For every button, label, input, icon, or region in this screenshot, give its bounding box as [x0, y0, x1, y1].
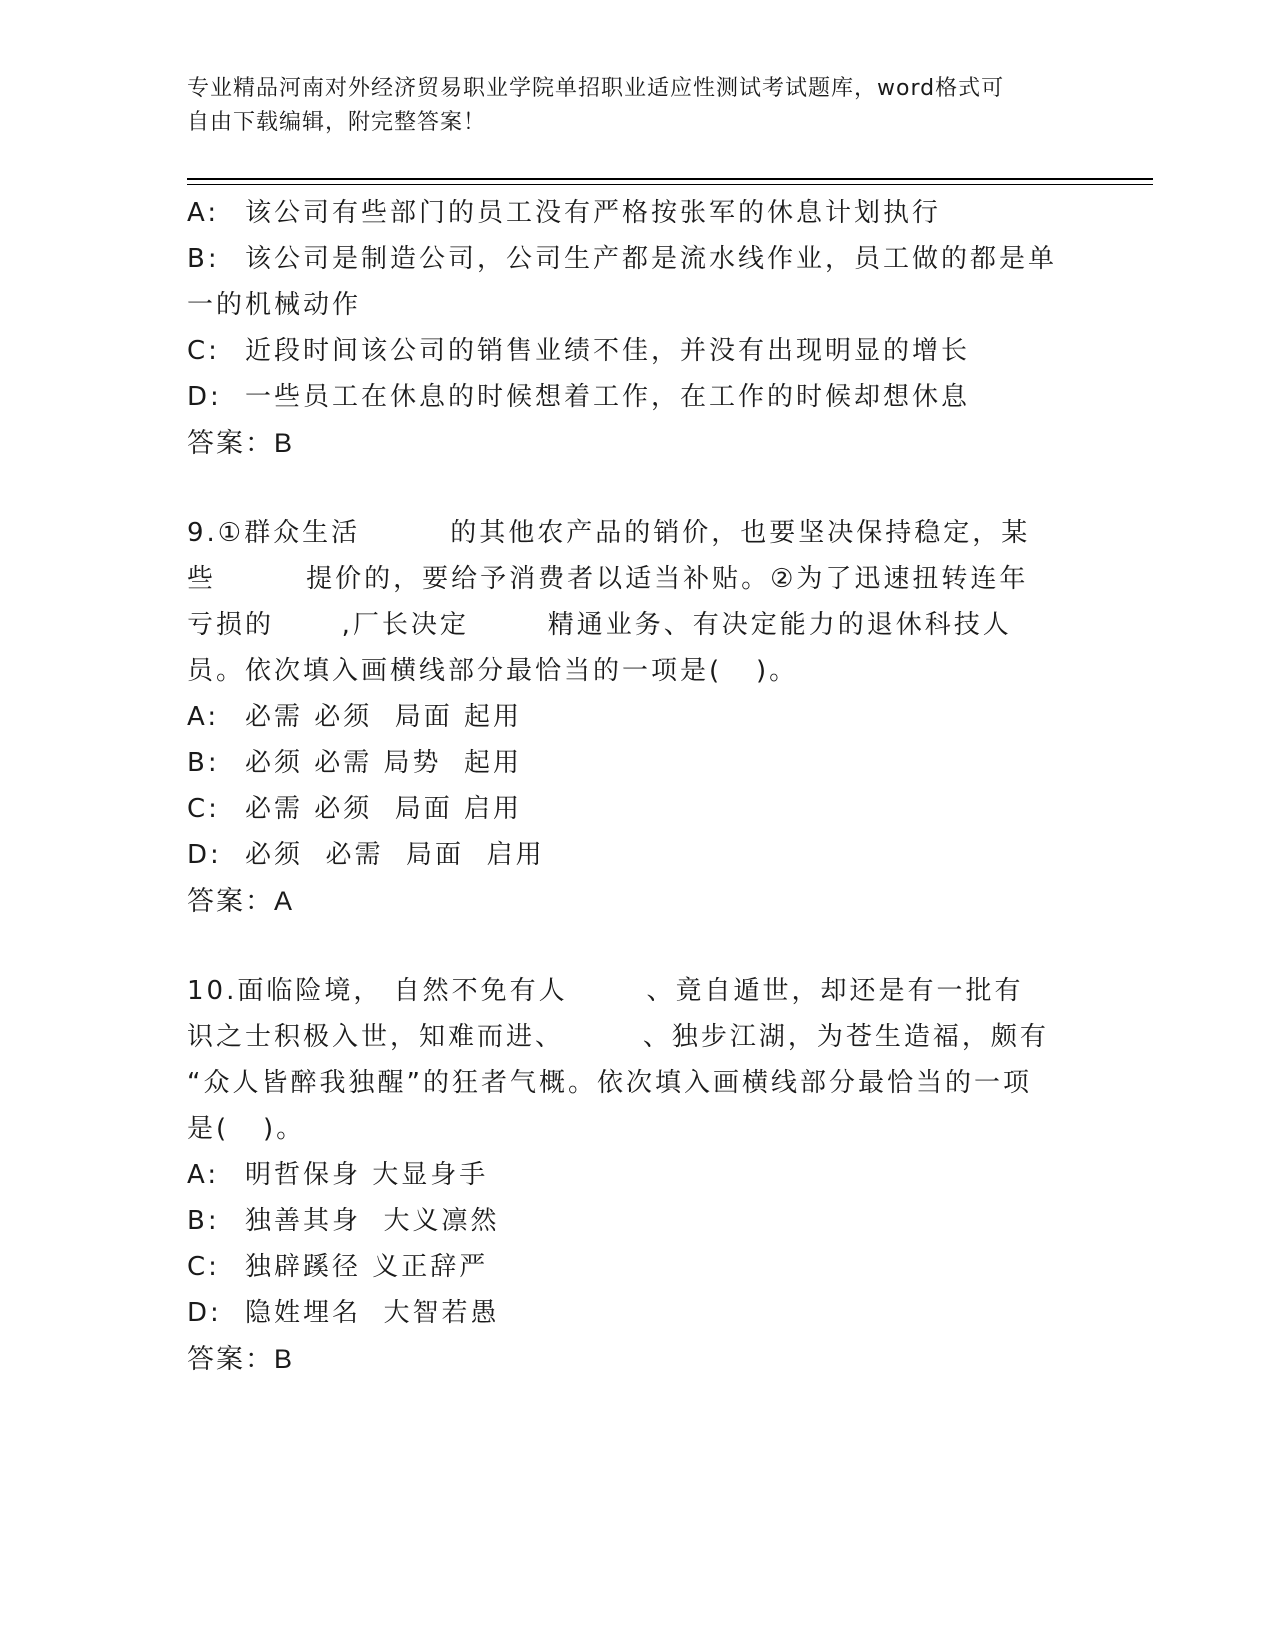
- option-d: D: 隐姓埋名 大智若愚: [187, 1298, 500, 1328]
- question-text-line: 是( )。: [187, 1114, 306, 1144]
- option-a: A: 必需 必须 局面 起用: [187, 702, 523, 732]
- question-8: [187, 190, 1087, 466]
- option-d: D: 必须 必需 局面 启用: [187, 840, 545, 870]
- document-body: [187, 190, 1087, 1382]
- option-b: B: 独善其身 大义凛然: [187, 1206, 500, 1236]
- option-c: C: 独辟蹊径 义正辞严: [187, 1252, 489, 1282]
- option-d: D: 一些员工在休息的时候想着工作，在工作的时候却想休息: [187, 382, 971, 412]
- question-text-line: 识之士积极入世，知难而进、 、独步江湖，为苍生造福，颇有: [187, 1022, 1049, 1052]
- question-text-line: 10.面临险境， 自然不免有人 、竟自遁世，却还是有一批有: [187, 976, 1024, 1006]
- answer-line: 答案：B: [187, 428, 295, 458]
- page-header: [187, 72, 1077, 140]
- header-line-1: 专业精品河南对外经济贸易职业学院单招职业适应性测试考试题库，word格式可: [187, 76, 1005, 101]
- option-b: B: 该公司是制造公司，公司生产都是流水线作业，员工做的都是单: [187, 244, 1058, 274]
- question-text-line: 亏损的 ,厂长决定 精通业务、有决定能力的退休科技人: [187, 610, 1012, 640]
- question-text-line: “众人皆醉我独醒”的狂者气概。依次填入画横线部分最恰当的一项: [187, 1068, 1032, 1098]
- answer-line: 答案：B: [187, 1344, 295, 1374]
- option-b-continued: 一的机械动作: [187, 290, 362, 320]
- header-rule-thin: [187, 184, 1153, 185]
- answer-line: 答案：A: [187, 886, 295, 916]
- question-text-line: 员。依次填入画横线部分最恰当的一项是( )。: [187, 656, 799, 686]
- question-10: [187, 968, 1087, 1382]
- option-b: B: 必须 必需 局势 起用: [187, 748, 523, 778]
- question-text-line: 些 提价的，要给予消费者以适当补贴。②为了迅速扭转连年: [187, 564, 1029, 594]
- header-rule-thick: [187, 178, 1153, 180]
- option-c: C: 近段时间该公司的销售业绩不佳，并没有出现明显的增长: [187, 336, 971, 366]
- option-a: A: 明哲保身 大显身手: [187, 1160, 489, 1190]
- question-text-line: 9.①群众生活 的其他农产品的销价，也要坚决保持稳定，某: [187, 518, 1031, 548]
- question-9: [187, 510, 1087, 924]
- header-line-2: 自由下载编辑，附完整答案！: [187, 110, 487, 135]
- option-a: A: 该公司有些部门的员工没有严格按张军的休息计划执行: [187, 198, 942, 228]
- option-c: C: 必需 必须 局面 启用: [187, 794, 523, 824]
